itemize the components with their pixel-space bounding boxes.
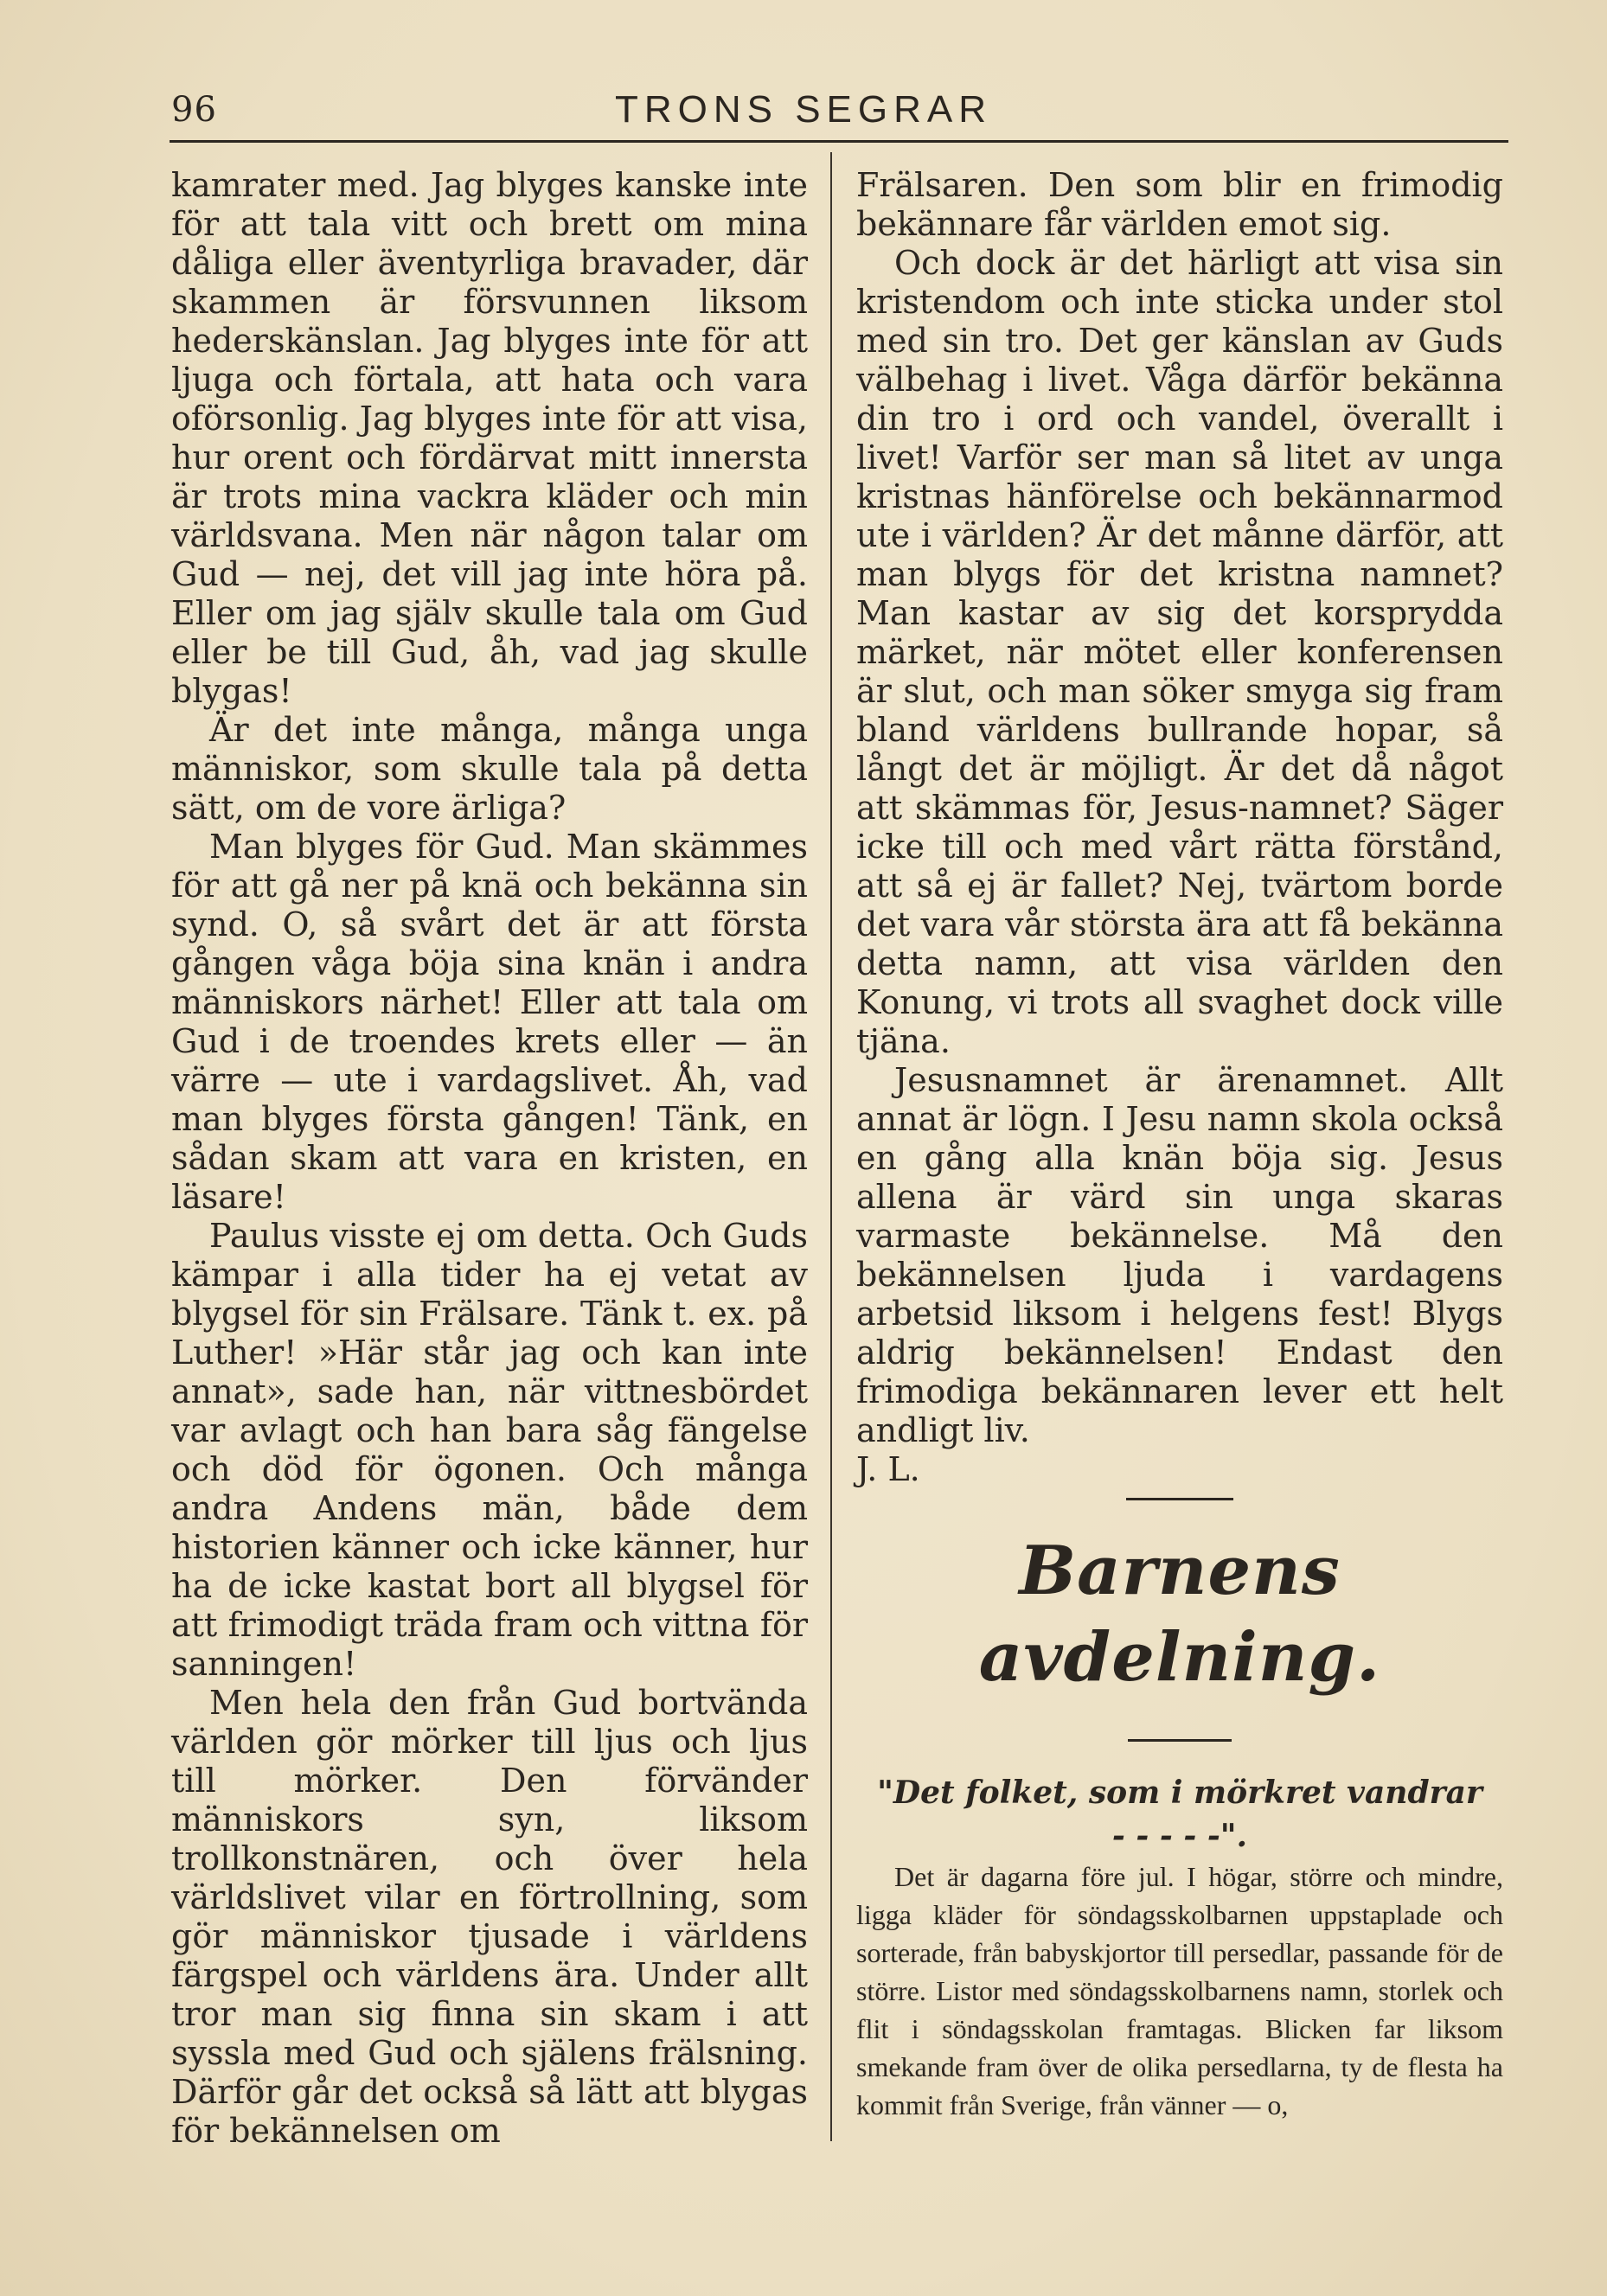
article-signature: J. L. xyxy=(856,1450,920,1488)
paragraph: Är det inte många, många unga människor, som skulle tala på detta sätt, om de vore ärliga? xyxy=(171,711,808,827)
paragraph: Man blyges för Gud. Man skämmes för att gå ner på knä och bekänna sin synd. O, så svårt det är att första gången våga böja sina knän i andra människors närhet! Eller att tala om Gud i de troendes krets eller — än värre — ute i vardagslivet. Åh, vad man blyges första gången! Tänk, en sådan skam att vara en kristen, en läsare! xyxy=(171,828,808,1216)
header-rule xyxy=(170,140,1508,143)
quote-subheading: "Det folket, som i mörkret vandrar - - - - -". xyxy=(877,1775,1482,1854)
right-column xyxy=(856,166,1503,2124)
paragraph: kamrater med. Jag blyges kanske inte för att tala vitt och brett om mina dåliga eller äventyrliga bravader, där skammen är försvunnen liksom hederskänslan. Jag blyges inte för att ljuga och förtala, att hata och vara oförsonlig. Jag blyges inte för att visa, hur orent och fördärvat mitt innersta är trots mina vackra kläder och min världsvana. Men när någon talar om Gud — nej, det vill jag inte höra på. Eller om jag själv skulle tala om Gud eller be till Gud, åh, vad jag skulle blygas! xyxy=(171,166,808,710)
heading-underline xyxy=(1128,1739,1232,1742)
running-title: TRONS SEGRAR xyxy=(614,88,993,131)
column-divider xyxy=(830,152,832,2141)
page-number: 96 xyxy=(171,90,217,130)
paragraph: Men hela den från Gud bortvända världen gör mörker till ljus och ljus till mörker. Den förvänder människors syn, liksom trollkonstnären, och över hela världslivet vilar en förtrollning, som gör människor tjusade i världens färgspel och världens ära. Under allt tror man sig finna sin skam i att syssla med Gud och själens frälsning. Därför går det också så lätt att blygas för bekännelsen om xyxy=(171,1684,808,2150)
paragraph: Jesusnamnet är ärenamnet. Allt annat är lögn. I Jesu namn skola också en gång alla knän böja sig. Jesus allena är värd sin unga skaras varmaste bekännelse. Må den bekännelsen ljuda i vardagens arbetsid liksom i helgens fest! Blygs aldrig bekännelsen! Endast den frimodiga bekännaren lever ett helt andligt liv. xyxy=(856,1061,1503,1449)
section-divider xyxy=(1126,1498,1233,1500)
left-column xyxy=(171,166,808,2151)
section-heading: Barnens avdelning. xyxy=(978,1532,1381,1697)
paragraph: Frälsaren. Den som blir en frimodig bekännare får världen emot sig. xyxy=(856,166,1503,243)
paragraph: Det är dagarna före jul. I högar, större och mindre, ligga kläder för söndagsskolbarnen uppstaplade och sorterade, från babyskjortor till persedlar, passande för de större. Listor med söndagsskolbarnens namn, storlek och flit i söndagsskolan framtagas. Blicken far liksom smekande fram över de olika persedlarna, ty de flesta ha kommit från Sverige, från vänner — o, xyxy=(856,1861,1503,2120)
paragraph: Och dock är det härligt att visa sin kristendom och inte sticka under stol med sin tro. Det ger känslan av Guds välbehag i livet. Våga därför bekänna din tro i ord och vandel, överallt i livet! Varför ser man så litet av unga kristnas hänförelse och bekännarmod ute i världen? Är det månne därför, att man blygs för det kristna namnet? Man kastar av sig det korsprydda märket, när mötet eller konferensen är slut, och man söker smyga sig fram bland världens bullrande hopar, så långt det är möjligt. Är det då något att skämmas för, Jesus-namnet? Säger icke till och med vårt rätta förstånd, att så ej är fallet? Nej, tvärtom borde det vara vår största ära att få bekänna detta namn, att visa världen den Konung, vi trots all svaghet dock ville tjäna. xyxy=(856,244,1503,1060)
paragraph: Paulus visste ej om detta. Och Guds kämpar i alla tider ha ej vetat av blygsel för sin Frälsare. Tänk t. ex. på Luther! »Här står jag och kan inte annat», sade han, när vittnesbördet var avlagt och han bara såg fängelse och död för ögonen. Och många andra Andens män, både dem historien känner och icke känner, hur ha de icke kastat bort all blygsel för att frimodigt träda fram och vittna för sanningen! xyxy=(171,1217,808,1683)
